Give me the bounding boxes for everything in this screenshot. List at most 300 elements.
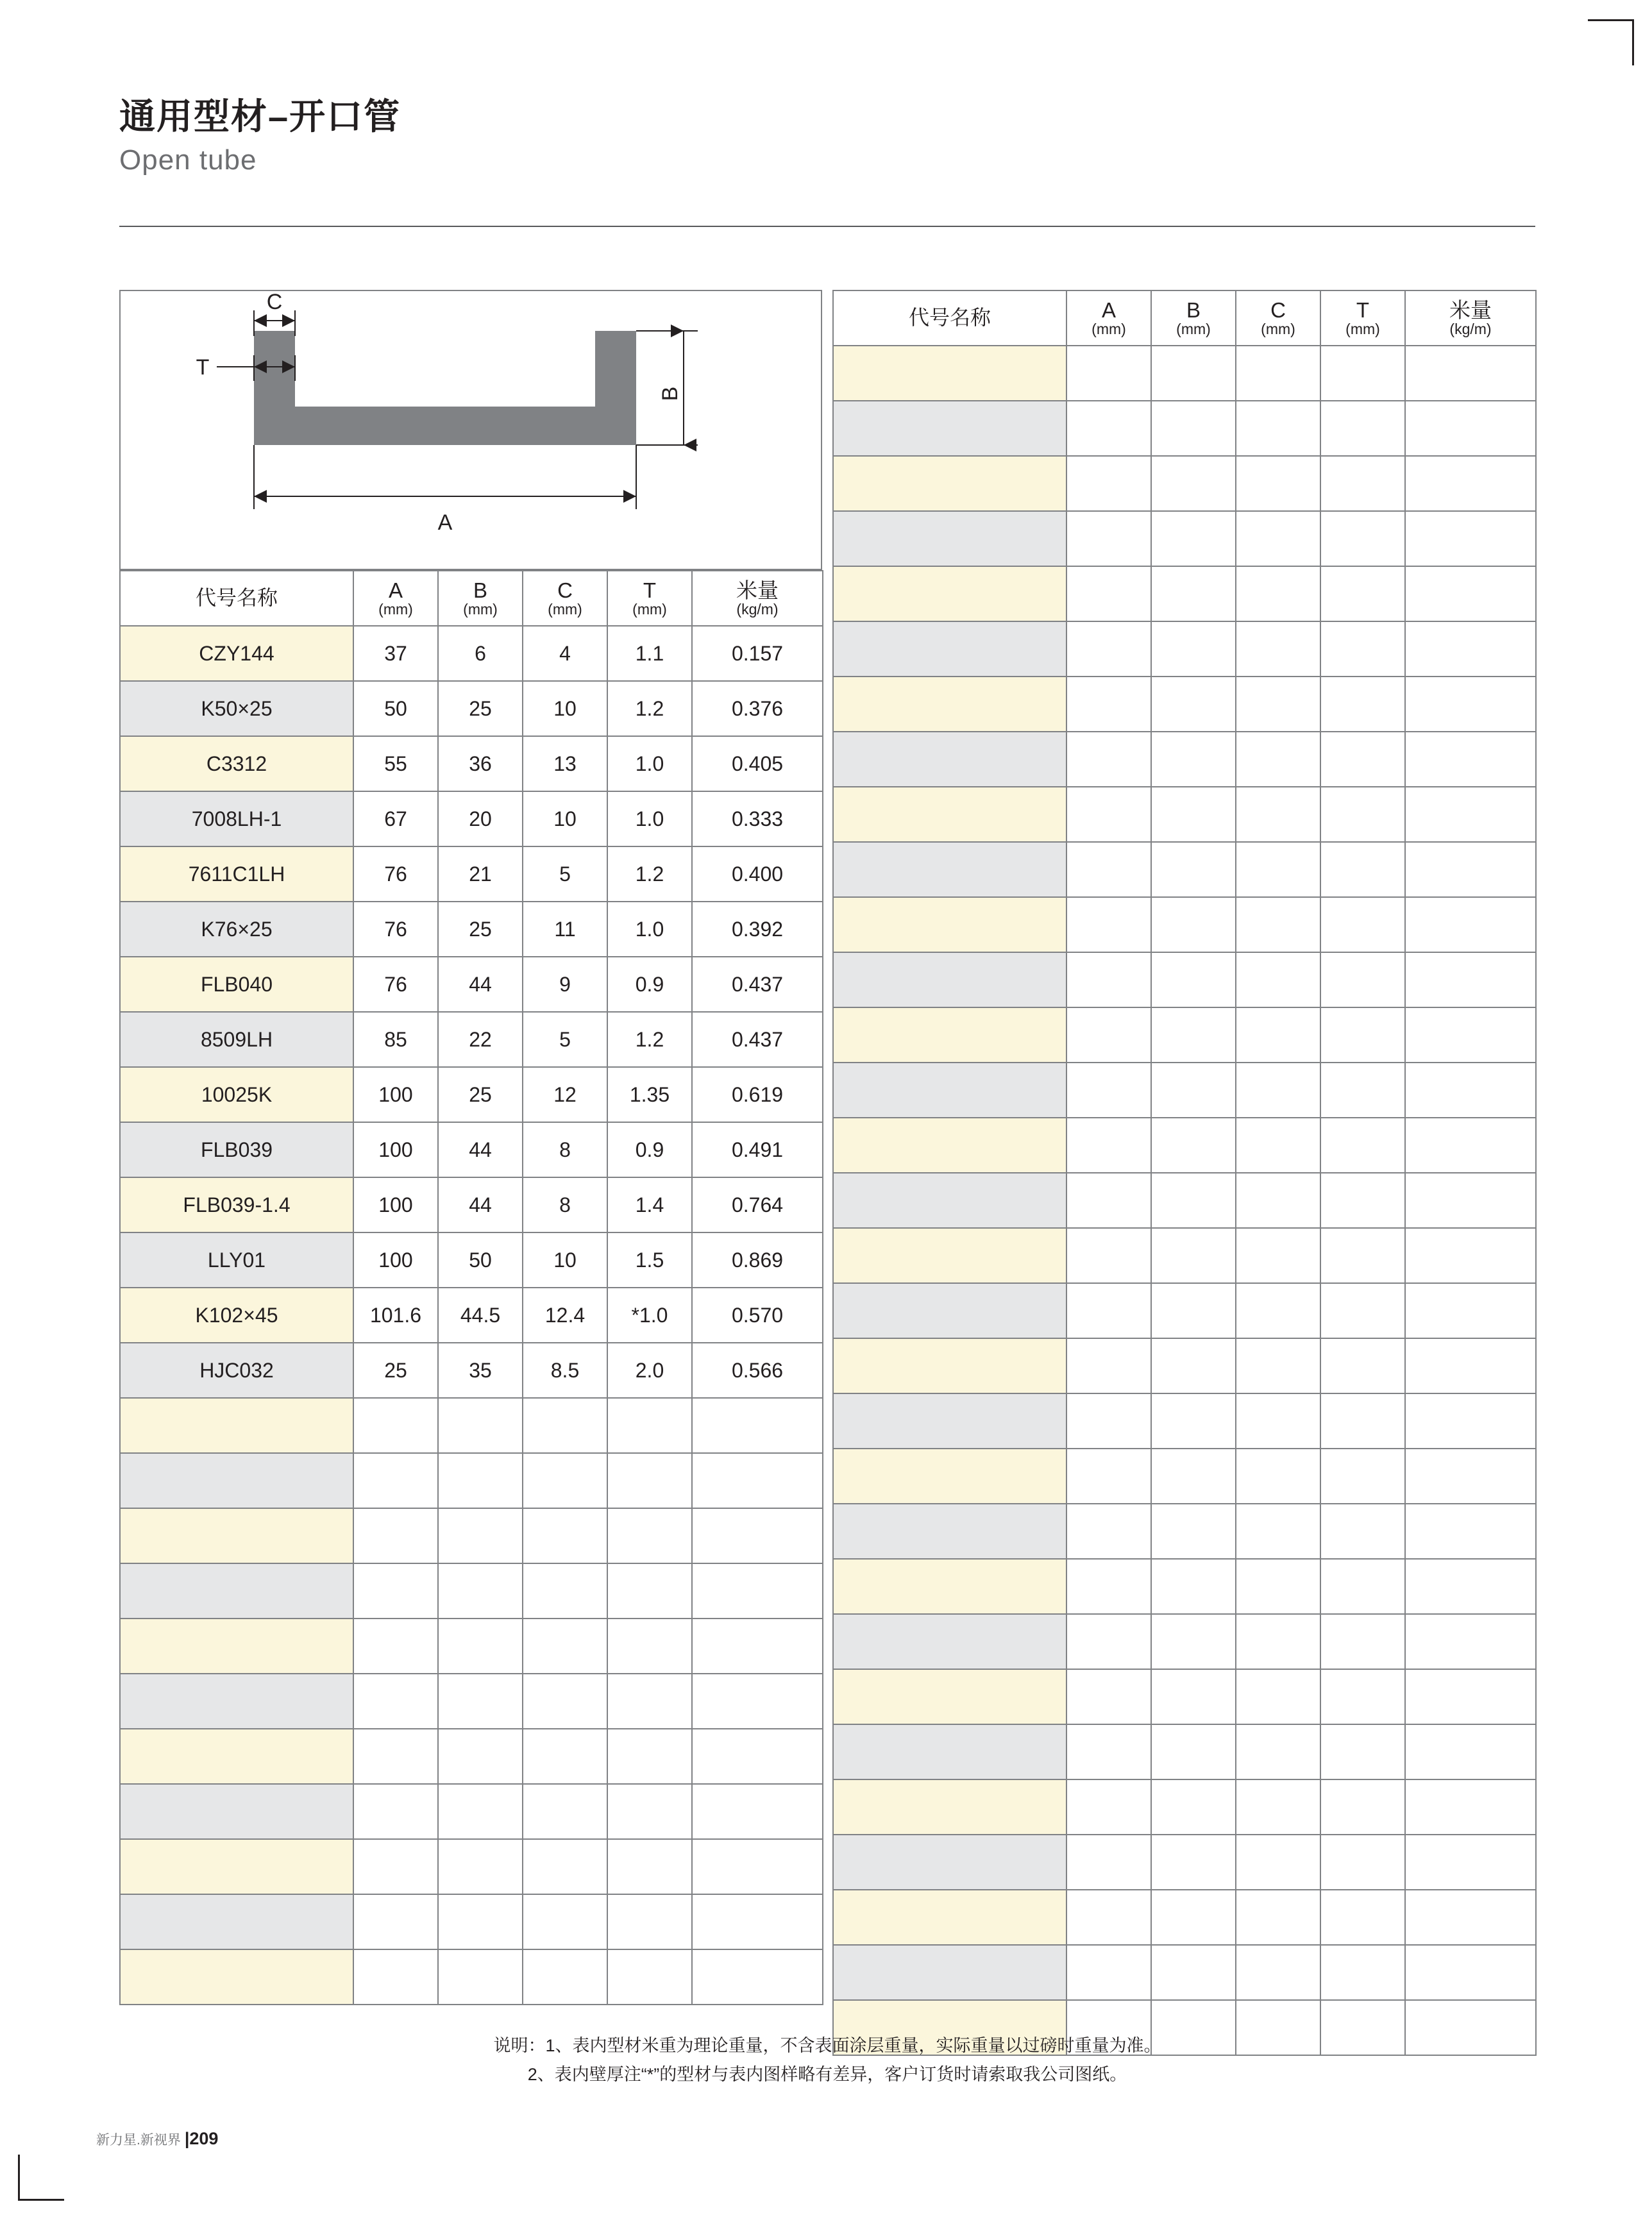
header-c-main: C [1270,298,1286,322]
cell-a [1066,842,1151,897]
crop-mark-top-right-vertical [1632,19,1634,65]
table-row [833,677,1536,732]
cell-c [523,1949,607,2005]
note-line-1: 说明：1、表内型材米重为理论重量，不含表面涂层重量，实际重量以过磅时重量为准。 [493,2036,1161,2055]
cell-a [353,1563,438,1619]
cell-weight [1405,1063,1536,1118]
cell-a [1066,1118,1151,1173]
cell-a [1066,732,1151,787]
table-row [120,1232,823,1288]
cell-t [1320,1007,1405,1063]
cell-c [1236,566,1320,621]
cell-t [607,1674,692,1729]
cell-name: K76×25 [120,902,353,957]
header-b-sub: (mm) [463,601,498,618]
cell-t [607,1839,692,1894]
cell-weight [1405,677,1536,732]
table-row [833,1890,1536,1945]
table-row [120,791,823,846]
cell-a: 37 [353,626,438,681]
cell-a [353,1398,438,1453]
cell-weight [1405,621,1536,677]
cell-t [607,1563,692,1619]
table-row [833,621,1536,677]
cell-weight: 0.869 [692,1232,823,1288]
cell-t [1320,897,1405,952]
cell-c [1236,1063,1320,1118]
cell-c [1236,1338,1320,1393]
cell-t: 1.0 [607,791,692,846]
cell-name [833,1393,1066,1449]
cell-name [120,1894,353,1949]
cell-b [1151,511,1236,566]
cell-t [1320,401,1405,456]
cell-weight [1405,1504,1536,1559]
cell-c [523,1674,607,1729]
cell-a [353,1508,438,1563]
cell-a [1066,1283,1151,1338]
table-row [833,1228,1536,1283]
cell-c [1236,1835,1320,1890]
cell-b [438,1619,523,1674]
table-row [833,1504,1536,1559]
cell-a [353,1784,438,1839]
table-row [833,346,1536,401]
cell-t: 1.2 [607,846,692,902]
cell-weight [1405,1449,1536,1504]
cell-weight [1405,346,1536,401]
cell-weight [1405,1669,1536,1724]
cell-weight [692,1563,823,1619]
cell-a [1066,566,1151,621]
cell-name [833,1890,1066,1945]
cell-name [833,511,1066,566]
cell-b [1151,346,1236,401]
cell-weight [692,1453,823,1508]
cell-name [833,621,1066,677]
cell-c [1236,1559,1320,1614]
cell-name [833,677,1066,732]
cell-name [120,1729,353,1784]
cell-t [1320,732,1405,787]
cell-t [1320,456,1405,511]
cell-a [1066,1724,1151,1779]
table-row [120,681,823,736]
table-row [833,1063,1536,1118]
cell-t [1320,1945,1405,2000]
header-a-sub: (mm) [378,601,413,618]
cell-a: 50 [353,681,438,736]
cell-b [1151,1724,1236,1779]
cell-weight: 0.437 [692,1012,823,1067]
cell-a [353,1894,438,1949]
cell-t [607,1398,692,1453]
cell-name: K50×25 [120,681,353,736]
cell-b [1151,1118,1236,1173]
cell-a [1066,1614,1151,1669]
cell-name: 7008LH-1 [120,791,353,846]
table-row [833,787,1536,842]
cell-t: 1.35 [607,1067,692,1122]
cell-name [833,1228,1066,1283]
cell-b [438,1949,523,2005]
cell-name [833,787,1066,842]
cell-c: 13 [523,736,607,791]
cell-a [1066,952,1151,1007]
cell-a [353,1619,438,1674]
cell-a [353,1839,438,1894]
cell-name [833,1173,1066,1228]
table-row [833,1283,1536,1338]
table-row [120,957,823,1012]
table-row [833,732,1536,787]
table-row [120,1674,823,1729]
cell-b: 25 [438,1067,523,1122]
cell-t [1320,1835,1405,1890]
cell-t [607,1619,692,1674]
spec-table-left [119,570,823,2005]
header-c [523,571,607,626]
cell-a [1066,1393,1151,1449]
cell-name [833,1007,1066,1063]
spec-table-right [832,290,1537,2056]
cell-t [1320,677,1405,732]
cell-t: 0.9 [607,1122,692,1177]
table-row [120,1177,823,1232]
table-row [833,1669,1536,1724]
spec-table-right-body [833,346,1536,2055]
cell-a [1066,1228,1151,1283]
cell-b [1151,732,1236,787]
cell-c: 11 [523,902,607,957]
header-c [1236,290,1320,346]
cell-a [1066,1559,1151,1614]
header-weight-sub: (kg/m) [736,601,779,618]
cell-name: C3312 [120,736,353,791]
cell-b [1151,1945,1236,2000]
cell-weight [1405,511,1536,566]
cell-c [1236,456,1320,511]
cell-a [1066,401,1151,456]
table-row [833,1559,1536,1614]
cell-c: 10 [523,681,607,736]
cell-name [833,1449,1066,1504]
table-row [833,456,1536,511]
cell-t: 1.4 [607,1177,692,1232]
cell-a [1066,1007,1151,1063]
cell-c [1236,1669,1320,1724]
header-weight-main: 米量 [736,578,779,602]
header-divider [119,226,1535,227]
cell-weight [692,1619,823,1674]
cell-t: 1.0 [607,736,692,791]
cell-weight: 0.619 [692,1067,823,1122]
cell-weight [1405,1393,1536,1449]
cell-b [438,1784,523,1839]
cell-t [1320,1118,1405,1173]
cell-name: 7611C1LH [120,846,353,902]
header-weight-sub: (kg/m) [1449,321,1492,338]
cell-c [523,1894,607,1949]
cell-weight [1405,787,1536,842]
cell-name [833,1779,1066,1835]
table-row [833,1449,1536,1504]
cell-a [353,1949,438,2005]
cell-b: 44 [438,1177,523,1232]
cell-name [833,1063,1066,1118]
cell-name [120,1508,353,1563]
cell-c [1236,1504,1320,1559]
cell-c [1236,1614,1320,1669]
header-t-sub: (mm) [632,601,667,618]
cell-a: 25 [353,1343,438,1398]
cell-c: 9 [523,957,607,1012]
cell-weight [1405,1283,1536,1338]
cell-b [438,1398,523,1453]
cell-c [1236,1007,1320,1063]
cell-weight [1405,842,1536,897]
cell-c [1236,401,1320,456]
cell-weight [1405,897,1536,952]
svg-text:T: T [196,355,210,380]
table-row [833,1724,1536,1779]
cell-b: 44.5 [438,1288,523,1343]
cell-t [607,1729,692,1784]
cell-c [1236,897,1320,952]
cell-t [1320,952,1405,1007]
table-row [120,1067,823,1122]
header-weight [692,571,823,626]
cell-weight [692,1674,823,1729]
cell-c [1236,952,1320,1007]
cell-weight [1405,401,1536,456]
cell-t: 2.0 [607,1343,692,1398]
cell-a: 67 [353,791,438,846]
cell-weight [692,1729,823,1784]
cell-name: FLB039-1.4 [120,1177,353,1232]
cell-weight [692,1508,823,1563]
cell-a [1066,1945,1151,2000]
cell-b [438,1674,523,1729]
cell-b [438,1729,523,1784]
cell-b [1151,1283,1236,1338]
cell-b: 21 [438,846,523,902]
cell-t [1320,511,1405,566]
cell-name [120,1453,353,1508]
cell-b [1151,1614,1236,1669]
header-b-sub: (mm) [1176,321,1211,338]
cell-b [1151,787,1236,842]
header-a-main: A [1101,298,1116,322]
page-subtitle: Open tube [119,144,257,176]
cell-weight [1405,952,1536,1007]
cell-c [1236,1890,1320,1945]
page-title: 通用型材–开口管 [119,96,401,137]
cell-name [833,1669,1066,1724]
cell-t [1320,1393,1405,1449]
cell-c [1236,732,1320,787]
table-row [120,1619,823,1674]
cell-b: 22 [438,1012,523,1067]
cell-weight: 0.333 [692,791,823,846]
cell-weight [1405,1945,1536,2000]
cell-b [1151,401,1236,456]
cell-weight: 0.157 [692,626,823,681]
header-b-main: B [473,578,487,602]
cell-a [1066,1449,1151,1504]
cell-name [833,566,1066,621]
cell-name: 10025K [120,1067,353,1122]
table-row [833,1393,1536,1449]
cell-t: 1.2 [607,681,692,736]
cross-section-diagram [119,290,822,570]
cell-weight [692,1839,823,1894]
header-t-main: T [1356,298,1370,322]
cell-b [1151,566,1236,621]
cell-t: 1.2 [607,1012,692,1067]
cell-c [1236,1945,1320,2000]
cell-t [1320,787,1405,842]
cell-c [1236,787,1320,842]
cell-name [833,1118,1066,1173]
cell-t: 0.9 [607,957,692,1012]
cell-name: FLB039 [120,1122,353,1177]
cell-t [607,1453,692,1508]
cell-weight: 0.570 [692,1288,823,1343]
cell-b: 20 [438,791,523,846]
cell-weight: 0.392 [692,902,823,957]
table-row [833,897,1536,952]
cell-a [1066,1063,1151,1118]
cell-name [120,1784,353,1839]
cell-c [1236,1228,1320,1283]
cell-weight: 0.400 [692,846,823,902]
cell-name: 8509LH [120,1012,353,1067]
cell-weight [1405,456,1536,511]
cell-weight [1405,1724,1536,1779]
table-row [120,1839,823,1894]
cell-name [833,1945,1066,2000]
table-row [120,1288,823,1343]
cell-t [1320,1669,1405,1724]
cell-name [833,842,1066,897]
svg-text:A: A [437,510,453,535]
cell-t [1320,1614,1405,1669]
cell-b [1151,1890,1236,1945]
header-b-main: B [1186,298,1201,322]
table-row [120,902,823,957]
svg-text:B: B [658,386,682,401]
cell-weight [692,1398,823,1453]
cell-b [1151,1393,1236,1449]
cell-t [607,1949,692,2005]
cell-t [1320,842,1405,897]
cell-b [1151,1063,1236,1118]
header-c-main: C [557,578,573,602]
cell-weight [1405,1338,1536,1393]
cell-name [833,1504,1066,1559]
table-row [120,736,823,791]
cell-c: 5 [523,1012,607,1067]
cell-a [1066,621,1151,677]
cell-t [1320,1338,1405,1393]
footer-page-number: |209 [184,2129,219,2148]
cell-t [1320,1449,1405,1504]
cell-b [1151,621,1236,677]
table-row [833,842,1536,897]
cell-b [1151,842,1236,897]
cell-weight [692,1949,823,2005]
cell-t [1320,1724,1405,1779]
cell-name: HJC032 [120,1343,353,1398]
cell-a [1066,1779,1151,1835]
cell-c [1236,1173,1320,1228]
header-t-main: T [643,578,657,602]
table-row [120,1949,823,2005]
cell-t: 1.5 [607,1232,692,1288]
note-line-2: 2、表内壁厚注“*”的型材与表内图样略有差异，客户订货时请索取我公司图纸。 [527,2064,1127,2084]
table-row [120,1784,823,1839]
cell-b [1151,1835,1236,1890]
table-row [833,566,1536,621]
cell-c: 12 [523,1067,607,1122]
table-row [833,1835,1536,1890]
content-area [119,290,1535,2056]
header-weight-main: 米量 [1449,298,1492,322]
cell-a [1066,1669,1151,1724]
cell-a [1066,787,1151,842]
header-a-main: A [388,578,403,602]
cell-a: 100 [353,1122,438,1177]
cell-t [1320,1559,1405,1614]
cell-b: 25 [438,681,523,736]
cell-name [833,346,1066,401]
header-name: 代号名称 [120,571,353,626]
cell-a: 100 [353,1067,438,1122]
cell-t: 1.1 [607,626,692,681]
cell-c [1236,677,1320,732]
cell-weight: 0.376 [692,681,823,736]
cell-name [833,401,1066,456]
cell-a: 85 [353,1012,438,1067]
cell-weight [1405,1779,1536,1835]
table-row [833,401,1536,456]
cell-t [1320,621,1405,677]
table-row [833,1007,1536,1063]
header-name: 代号名称 [833,290,1066,346]
cell-c [1236,1779,1320,1835]
cell-weight [1405,1228,1536,1283]
cell-a [1066,897,1151,952]
cell-weight [1405,1118,1536,1173]
cell-name [833,1559,1066,1614]
footer-brand: 新力星.新视界 [96,2133,181,2148]
cell-weight [1405,1835,1536,1890]
cell-b [1151,456,1236,511]
cell-name [120,1839,353,1894]
cell-b: 36 [438,736,523,791]
cell-t [1320,1779,1405,1835]
cell-b [438,1894,523,1949]
cell-a [1066,346,1151,401]
table-header-row [833,290,1536,346]
header-b [1151,290,1236,346]
cell-c: 8.5 [523,1343,607,1398]
page-header [119,96,1530,176]
cell-t [1320,346,1405,401]
cell-t [607,1894,692,1949]
crop-mark-bottom-left-vertical [18,2155,20,2201]
